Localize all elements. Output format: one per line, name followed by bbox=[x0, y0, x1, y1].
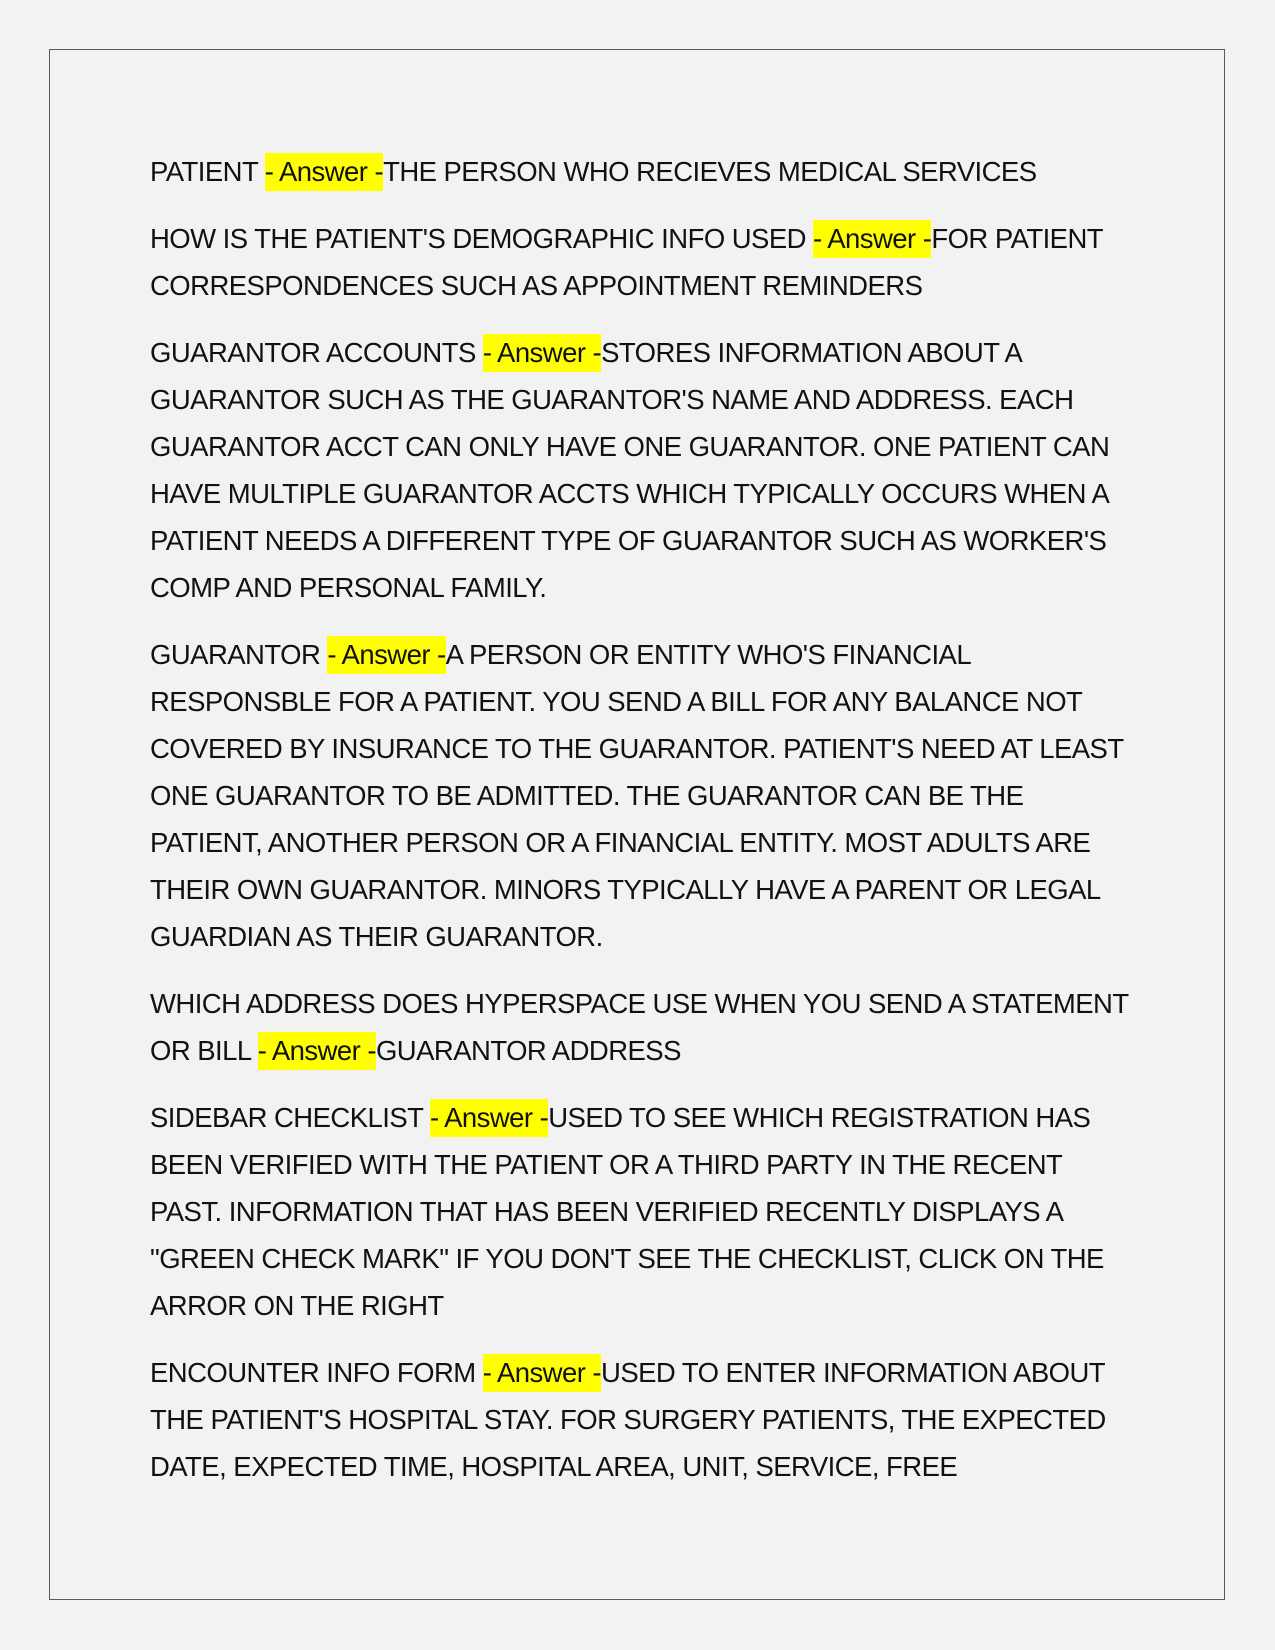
answer-separator-highlight: - Answer - bbox=[327, 636, 445, 674]
answer-text: USED TO ENTER INFORMATION ABOUT THE PATIENT'S HOSPITAL STAY. FOR SURGERY PATIENTS, THE EXPECTED DATE, EXPECTED TIME, HOSPITAL AREA, UNIT, SERVICE, FREE bbox=[150, 1357, 1106, 1482]
question-text: GUARANTOR bbox=[150, 639, 328, 670]
document-body bbox=[150, 148, 1130, 1510]
question-text: WHICH ADDRESS DOES HYPERSPACE USE WHEN YOU SEND A STATEMENT OR BILL bbox=[150, 988, 1129, 1066]
answer-text: GUARANTOR ADDRESS bbox=[375, 1035, 681, 1066]
question-text: PATIENT bbox=[150, 156, 265, 187]
answer-text: USED TO SEE WHICH REGISTRATION HAS BEEN VERIFIED WITH THE PATIENT OR A THIRD PARTY IN THE RECENT PAST. INFORMATION THAT HAS BEEN VERIFIED RECENTLY DISPLAYS A "GREEN CHECK MARK" IF YOU DON'T SEE THE CHECKLIST, CLICK ON THE ARROR ON THE RIGHT bbox=[150, 1102, 1104, 1321]
answer-separator-highlight: - Answer - bbox=[265, 153, 383, 191]
qa-item-statement-address bbox=[150, 980, 1130, 1074]
answer-separator-highlight: - Answer - bbox=[483, 1354, 601, 1392]
question-text: HOW IS THE PATIENT'S DEMOGRAPHIC INFO USED bbox=[150, 223, 814, 254]
answer-separator-highlight: - Answer - bbox=[813, 220, 931, 258]
qa-item-demographic-info bbox=[150, 215, 1130, 309]
answer-text: FOR PATIENT CORRESPONDENCES SUCH AS APPOINTMENT REMINDERS bbox=[150, 223, 1103, 301]
answer-text: STORES INFORMATION ABOUT A GUARANTOR SUCH AS THE GUARANTOR'S NAME AND ADDRESS. EACH GUARANTOR ACCT CAN ONLY HAVE ONE GUARANTOR. ONE PATIENT CAN HAVE MULTIPLE GUARANTOR ACCTS WHICH TYPICALLY OCCURS WHEN A PATIENT NEEDS A DIFFERENT TYPE OF GUARANTOR SUCH AS WORKER'S COMP AND PERSONAL FAMILY. bbox=[150, 337, 1110, 603]
answer-text: THE PERSON WHO RECIEVES MEDICAL SERVICES bbox=[383, 156, 1037, 187]
question-text: SIDEBAR CHECKLIST bbox=[150, 1102, 430, 1133]
qa-item-patient bbox=[150, 148, 1130, 195]
answer-separator-highlight: - Answer - bbox=[258, 1032, 376, 1070]
qa-item-sidebar-checklist bbox=[150, 1094, 1130, 1329]
answer-separator-highlight: - Answer - bbox=[430, 1099, 548, 1137]
qa-item-guarantor bbox=[150, 631, 1130, 960]
question-text: GUARANTOR ACCOUNTS bbox=[150, 337, 483, 368]
answer-separator-highlight: - Answer - bbox=[483, 334, 601, 372]
qa-item-encounter-info-form bbox=[150, 1349, 1130, 1490]
question-text: ENCOUNTER INFO FORM bbox=[150, 1357, 483, 1388]
answer-text: A PERSON OR ENTITY WHO'S FINANCIAL RESPONSBLE FOR A PATIENT. YOU SEND A BILL FOR ANY BALANCE NOT COVERED BY INSURANCE TO THE GUARANTOR. PATIENT'S NEED AT LEAST ONE GUARANTOR TO BE ADMITTED. THE GUARANTOR CAN BE THE PATIENT, ANOTHER PERSON OR A FINANCIAL ENTITY. MOST ADULTS ARE THEIR OWN GUARANTOR. MINORS TYPICALLY HAVE A PARENT OR LEGAL GUARDIAN AS THEIR GUARANTOR. bbox=[150, 639, 1124, 952]
qa-item-guarantor-accounts bbox=[150, 329, 1130, 611]
